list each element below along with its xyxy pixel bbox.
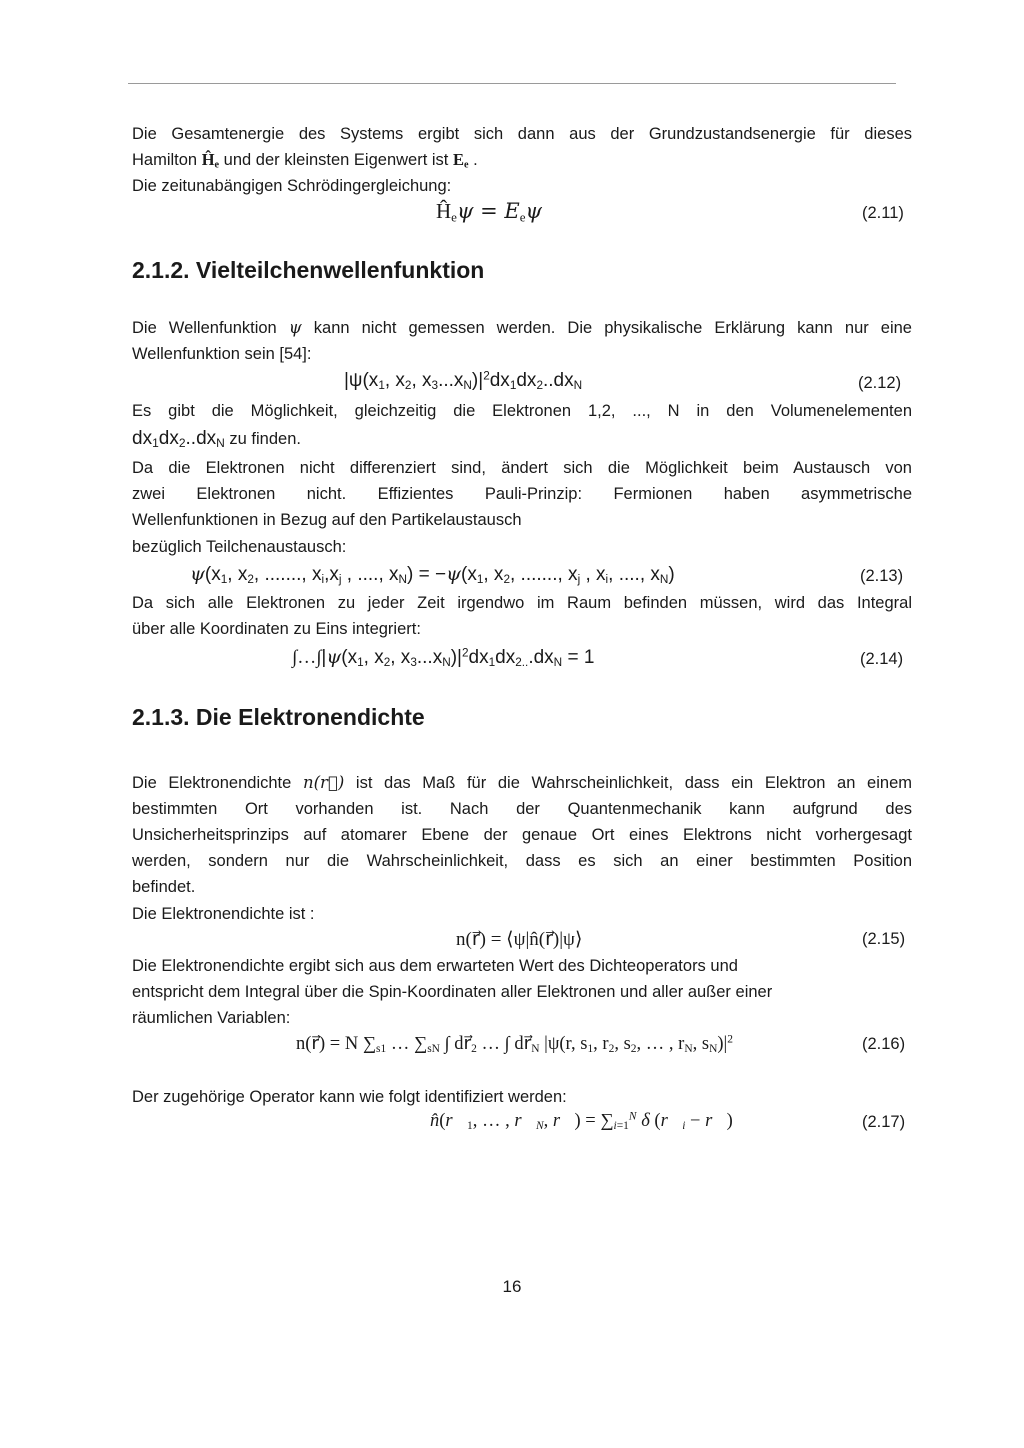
equation-2-14: $\int\dots\int|\psi(x_1$, $x_2$, $x_3...x_N)|^2dx_1dx_{2..}.dx_N = 1$ (292, 646, 595, 669)
header-rule (128, 83, 896, 84)
paragraph-line: Die Elektronendichte ist : (132, 905, 315, 923)
paragraph-line: bezüglich Teilchenaustausch: (132, 538, 347, 556)
paragraph-line: Die Wellenfunktion ψ kann nicht gemessen werden. Die physikalische Erklärung kann nur eine (132, 318, 912, 337)
paragraph-line: Die Gesamtenergie des Systems ergibt sich dann aus der Grundzustandsenergie für dieses (132, 125, 912, 143)
paragraph-line: Es gibt die Möglichkeit, gleichzeitig die Elektronen 1,2, ..., N in den Volumenelementen (132, 402, 912, 420)
equation-2-13: $\psi(x_1$, $x_2$, ......., $x_i,x_j$ , ...., $x_N) = -\psi(x_1$, $x_2$, ......., $x_j$ , $x_i$, ...., $x_N$) (190, 563, 675, 586)
section-heading: 2.1.3. Die Elektronendichte (132, 704, 425, 730)
equation-number: (2.16) (862, 1035, 906, 1053)
equation-2-15: n(r⃗) = ⟨ψ|n̂(r⃗)|ψ⟩ (456, 929, 583, 950)
section-heading: 2.1.2. Vielteilchenwellenfunktion (132, 257, 485, 283)
paragraph-line: über alle Koordinaten zu Eins integriert: (132, 620, 421, 638)
paragraph-line: werden, sondern nur die Wahrscheinlichkeit, dass es sich an einer bestimmten Position (132, 852, 912, 870)
paragraph-line: Die Elektronendichte ergibt sich aus dem erwarteten Wert des Dichteoperators und (132, 957, 738, 975)
paragraph-line: Der zugehörige Operator kann wie folgt identifiziert werden: (132, 1088, 567, 1106)
equation-number: (2.15) (862, 930, 906, 948)
equation-2-11: $Ĥ_e\psi = E_e\psi$ (436, 199, 542, 225)
paragraph-line: $dx_1dx_2..dx_N$ zu finden. (132, 428, 301, 450)
equation-number: (2.14) (860, 650, 904, 668)
equation-number: (2.17) (862, 1113, 906, 1131)
paragraph-line: entspricht dem Integral über die Spin-Koordinaten aller Elektronen und aller außer einer (132, 983, 773, 1001)
paragraph-line: räumlichen Variablen: (132, 1009, 291, 1027)
paragraph-line: bestimmten Ort vorhanden ist. Nach der Quantenmechanik kann aufgrund des (132, 800, 912, 818)
equation-number: (2.11) (862, 204, 904, 222)
paragraph-line: Da sich alle Elektronen zu jeder Zeit irgendwo im Raum befinden müssen, wird das Integral (132, 594, 912, 612)
equation-number: (2.12) (858, 374, 902, 392)
paragraph-line: zwei Elektronen nicht. Effizientes Pauli-Prinzip: Fermionen haben asymmetrische (132, 485, 912, 503)
paragraph-line: Die Elektronendichte n(r⃗) ist das Maß für die Wahrscheinlichkeit, dass ein Elektron an einem (132, 773, 912, 792)
paragraph-line: Wellenfunktionen in Bezug auf den Partikelaustausch (132, 511, 522, 529)
paragraph-line: Hamilton $Ĥ_e$ und der kleinsten Eigenwert ist $E_e$ . (132, 150, 478, 171)
paragraph-line: Die zeitunabängigen Schrödingergleichung: (132, 177, 452, 195)
paragraph-line: Unsicherheitsprinzips auf atomarer Ebene der genaue Ort eines Elektrons nicht vorhergesagt (132, 826, 912, 844)
page-number: 16 (502, 1277, 522, 1296)
paragraph-line: befindet. (132, 878, 196, 896)
paragraph-line: Wellenfunktion sein [54]: (132, 345, 312, 363)
equation-2-12: $|\psi(x_1$, $x_2$, $x_3...x_N)|^2dx_1dx_2..dx_N$ (344, 369, 583, 392)
equation-number: (2.13) (860, 567, 904, 585)
equation-2-17: $n̂(r⃗_1$, … , $r⃗_N$, r⃗) = $\sum_{i=1}^N$ δ ($r⃗_i$ − r⃗) (430, 1110, 733, 1132)
equation-2-16: n(r⃗) = N $\sum_{s1}$ … $\sum_{sN}$ ∫ $dr⃗_2$ … ∫ $dr⃗_N$ |ψ(r, $s_1$, $r_2$, $s_2$, … , $r_N$, $s_N)|^2$ (296, 1033, 733, 1055)
paragraph-line: Da die Elektronen nicht differenziert sind, ändert sich die Möglichkeit beim Austausch von (132, 459, 912, 477)
